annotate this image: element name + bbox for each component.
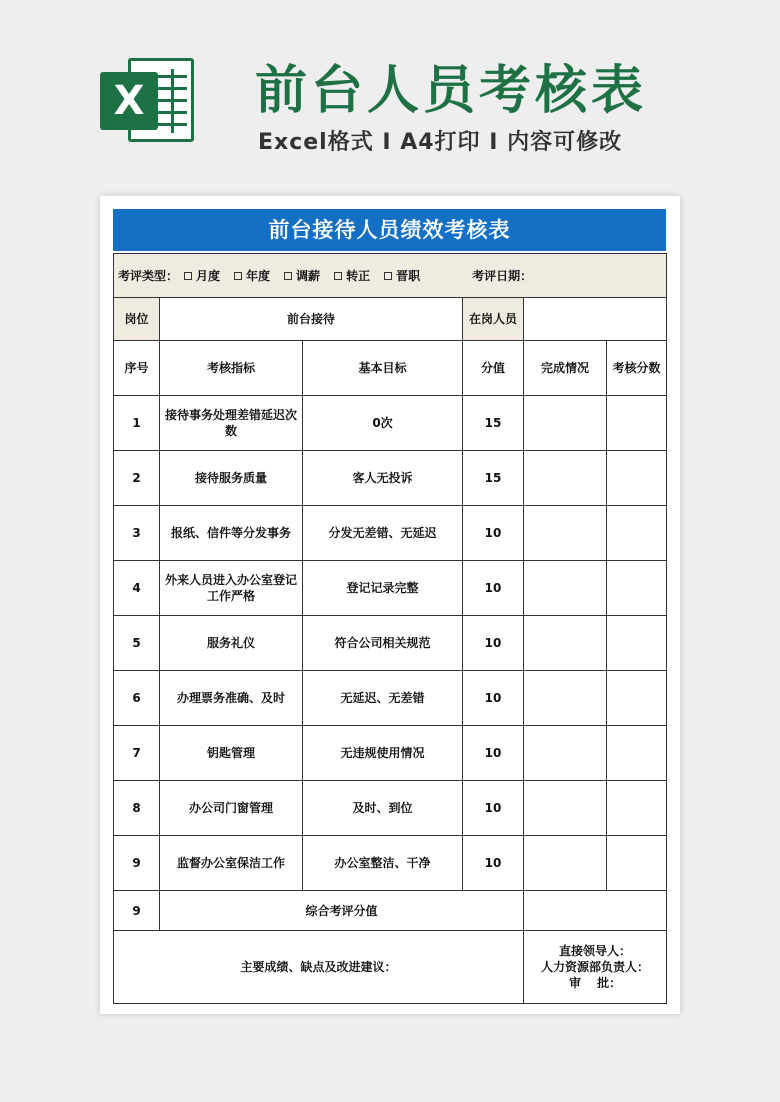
checkbox-icon[interactable] (334, 272, 342, 280)
sign-approve-label: 审 批： (568, 976, 622, 990)
row-score: 10 (463, 836, 524, 891)
row-score: 10 (463, 506, 524, 561)
row-rating-cell[interactable] (607, 616, 667, 671)
row-target: 无延迟、无差错 (303, 671, 463, 726)
post-row (114, 298, 667, 341)
total-value-cell[interactable] (524, 891, 667, 931)
table-row (114, 451, 667, 506)
table-row (114, 396, 667, 451)
row-rating-cell[interactable] (607, 561, 667, 616)
row-target: 客人无投诉 (303, 451, 463, 506)
row-indicator: 办理票务准确、及时 (160, 671, 303, 726)
sign-leader-label: 直接领导人： (559, 944, 632, 958)
row-completion-cell[interactable] (524, 671, 607, 726)
banner-title: 前台人员考核表 (255, 61, 648, 121)
post-label: 岗位 (114, 298, 160, 341)
row-no: 6 (114, 671, 160, 726)
row-rating-cell[interactable] (607, 451, 667, 506)
type-option-promotion[interactable]: 晋职 (384, 268, 420, 284)
checkbox-icon[interactable] (184, 272, 192, 280)
signature-cell[interactable] (524, 931, 667, 1004)
row-rating-cell[interactable] (607, 506, 667, 561)
row-indicator: 接待事务处理差错延迟次数 (160, 396, 303, 451)
banner (0, 0, 780, 190)
table-row (114, 561, 667, 616)
col-header-no: 序号 (114, 341, 160, 396)
document-page (100, 196, 680, 1014)
row-completion-cell[interactable] (524, 726, 607, 781)
row-indicator: 报纸、信件等分发事务 (160, 506, 303, 561)
table-row (114, 671, 667, 726)
row-completion-cell[interactable] (524, 451, 607, 506)
excel-x-letter: X (100, 72, 158, 130)
row-target: 无违规使用情况 (303, 726, 463, 781)
row-completion-cell[interactable] (524, 836, 607, 891)
row-no: 7 (114, 726, 160, 781)
notes-cell[interactable] (114, 931, 524, 1004)
row-indicator: 钥匙管理 (160, 726, 303, 781)
col-header-rating: 考核分数 (607, 341, 667, 396)
notes-row (114, 931, 667, 1004)
row-no: 8 (114, 781, 160, 836)
row-rating-cell[interactable] (607, 781, 667, 836)
row-score: 10 (463, 671, 524, 726)
type-label: 考评类型： (118, 268, 179, 283)
row-indicator: 接待服务质量 (160, 451, 303, 506)
row-no: 5 (114, 616, 160, 671)
row-rating-cell[interactable] (607, 396, 667, 451)
banner-subtitle: Excel格式 I A4打印 I 内容可修改 (258, 130, 623, 155)
appraisal-type-row (114, 254, 667, 298)
row-indicator: 服务礼仪 (160, 616, 303, 671)
type-option-regular[interactable]: 转正 (334, 268, 370, 284)
row-rating-cell[interactable] (607, 836, 667, 891)
row-target: 登记记录完整 (303, 561, 463, 616)
row-score: 10 (463, 781, 524, 836)
col-header-indicator: 考核指标 (160, 341, 303, 396)
date-label: 考评日期： (472, 268, 533, 283)
total-label: 综合考评分值 (160, 891, 524, 931)
row-score: 10 (463, 561, 524, 616)
type-option-monthly[interactable]: 月度 (184, 268, 220, 284)
row-completion-cell[interactable] (524, 561, 607, 616)
row-target: 符合公司相关规范 (303, 616, 463, 671)
row-score: 10 (463, 726, 524, 781)
table-row (114, 781, 667, 836)
table-row (114, 726, 667, 781)
row-no: 1 (114, 396, 160, 451)
staff-label: 在岗人员 (463, 298, 524, 341)
row-completion-cell[interactable] (524, 781, 607, 836)
row-rating-cell[interactable] (607, 671, 667, 726)
row-completion-cell[interactable] (524, 396, 607, 451)
col-header-completion: 完成情况 (524, 341, 607, 396)
row-score: 15 (463, 396, 524, 451)
total-row (114, 891, 667, 931)
row-score: 15 (463, 451, 524, 506)
row-indicator: 办公司门窗管理 (160, 781, 303, 836)
row-target: 0次 (303, 396, 463, 451)
row-target: 及时、到位 (303, 781, 463, 836)
notes-label: 主要成绩、缺点及改进建议： (240, 960, 397, 974)
col-header-score: 分值 (463, 341, 524, 396)
checkbox-icon[interactable] (384, 272, 392, 280)
staff-value-cell[interactable] (524, 298, 667, 341)
row-no: 3 (114, 506, 160, 561)
row-indicator: 监督办公室保洁工作 (160, 836, 303, 891)
col-header-target: 基本目标 (303, 341, 463, 396)
row-target: 办公室整洁、干净 (303, 836, 463, 891)
row-no: 4 (114, 561, 160, 616)
row-completion-cell[interactable] (524, 506, 607, 561)
row-no: 2 (114, 451, 160, 506)
form-title: 前台接待人员绩效考核表 (113, 209, 666, 251)
row-indicator: 外来人员进入办公室登记工作严格 (160, 561, 303, 616)
table-row (114, 836, 667, 891)
row-no: 9 (114, 836, 160, 891)
type-option-salary[interactable]: 调薪 (284, 268, 320, 284)
table-row (114, 616, 667, 671)
row-score: 10 (463, 616, 524, 671)
column-header-row (114, 341, 667, 396)
total-no: 9 (114, 891, 160, 931)
checkbox-icon[interactable] (284, 272, 292, 280)
excel-logo-icon (100, 52, 200, 148)
row-rating-cell[interactable] (607, 726, 667, 781)
row-completion-cell[interactable] (524, 616, 607, 671)
appraisal-table (113, 253, 667, 1004)
checkbox-icon[interactable] (234, 272, 242, 280)
post-value[interactable]: 前台接待 (160, 298, 463, 341)
row-target: 分发无差错、无延迟 (303, 506, 463, 561)
table-row (114, 506, 667, 561)
sign-hr-label: 人力资源部负责人： (541, 960, 650, 974)
type-option-annual[interactable]: 年度 (234, 268, 270, 284)
